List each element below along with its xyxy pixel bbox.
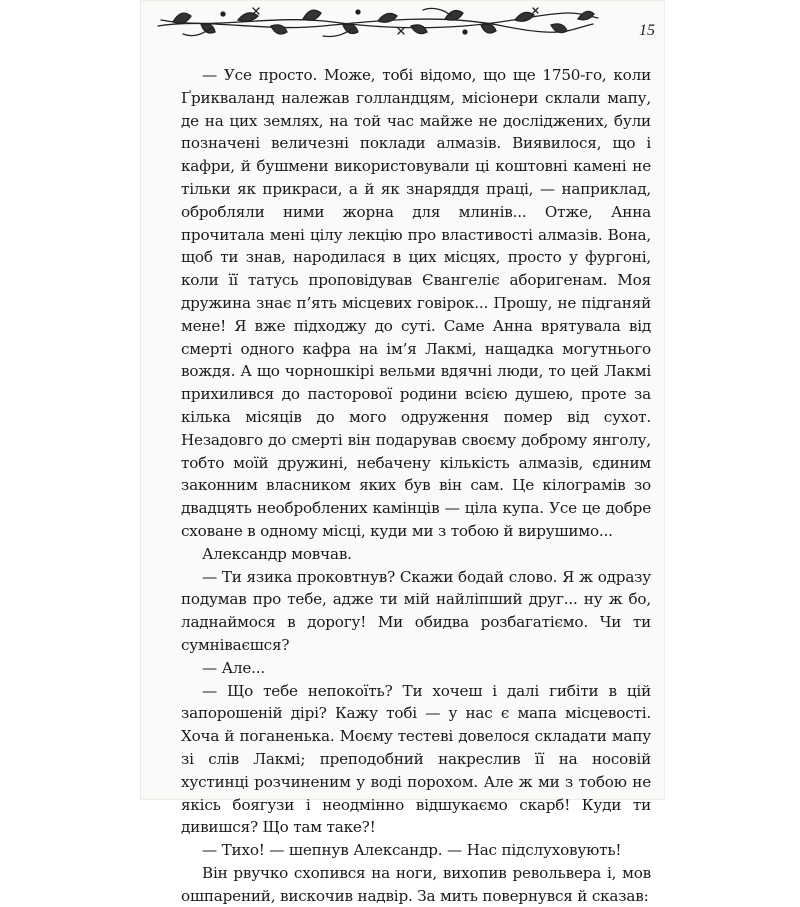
paragraph: — Тихо! — шепнув Александр. — Нас підслуховують! [202, 841, 622, 860]
paragraph: Він рвучко схопився на ноги, вихопив револьвера і, мов ошпарений, вискочив надвір. За мить повернувся й сказав: [181, 863, 651, 905]
page-number: 15 [639, 22, 655, 39]
body-text [181, 64, 651, 907]
floral-ornament-header [153, 0, 603, 44]
paragraph: — Що тебе непокоїть? Ти хочеш і далі гибіти в цій запорошеній дірі? Кажу тобі — у нас є мапа місцевості. Хоча й поганенька. Моєму тестеві довелося складати мапу зі слів Лакмі; преподобний накреслив її на носовій хустинці розчиненим у воді порохом. Але ж ми з тобою не якісь боягузи і неодмінно відшукаємо скарб! Куди ти дивишся? Що там таке?! [181, 681, 651, 837]
paragraph: — Але... [202, 658, 266, 677]
paragraph: — Ти язика проковтнув? Скажи бодай слово. Я ж одразу подумав про тебе, адже ти мій найліпший друг... ну ж бо, ладнаймося в дорогу! Ми обидва розбагатіємо. Чи ти сумніваєшся? [181, 567, 651, 654]
paragraph: — Усе просто. Може, тобі відомо, що ще 1750-го, коли Ґрикваланд належав голландцям, місіонери склали мапу, де на цих землях, на той час майже не досліджених, були позначені величезні поклади алмазів. Виявилося, що і кафри, й бушмени використовували ці коштовні камені не тільки як прикраси, а й як знаряддя праці, — наприклад, обробляли ними жорна для млинів... Отже, Анна прочитала мені цілу лекцію про властивості алмазів. Вона, щоб ти знав, народилася в цих місцях, просто у фургоні, коли її татусь проповідував Євангеліє аборигенам. Моя дружина знає п’ять місцевих говірок... Прошу, не підганяй мене! Я вже підходжу до суті. Саме Анна врятувала від смерті одного кафра на ім’я Лакмі, нащадка могутнього вождя. А що чорношкірі вельми вдячні люди, то цей Лакмі прихилився до пасторової родини всією душею, проте за кілька місяців до мого одруження помер від сухот. Незадовго до смерті він подарував своєму доброму янголу, тобто моїй дружині, небачену кількість алмазів, єдиним законним власником яких був він сам. Це кілограмів зо двадцять необроблених камінців — ціла купа. Усе це добре сховане в одному місці, куди ми з тобою й вирушимо... [181, 66, 651, 540]
paragraph: Александр мовчав. [202, 544, 352, 563]
